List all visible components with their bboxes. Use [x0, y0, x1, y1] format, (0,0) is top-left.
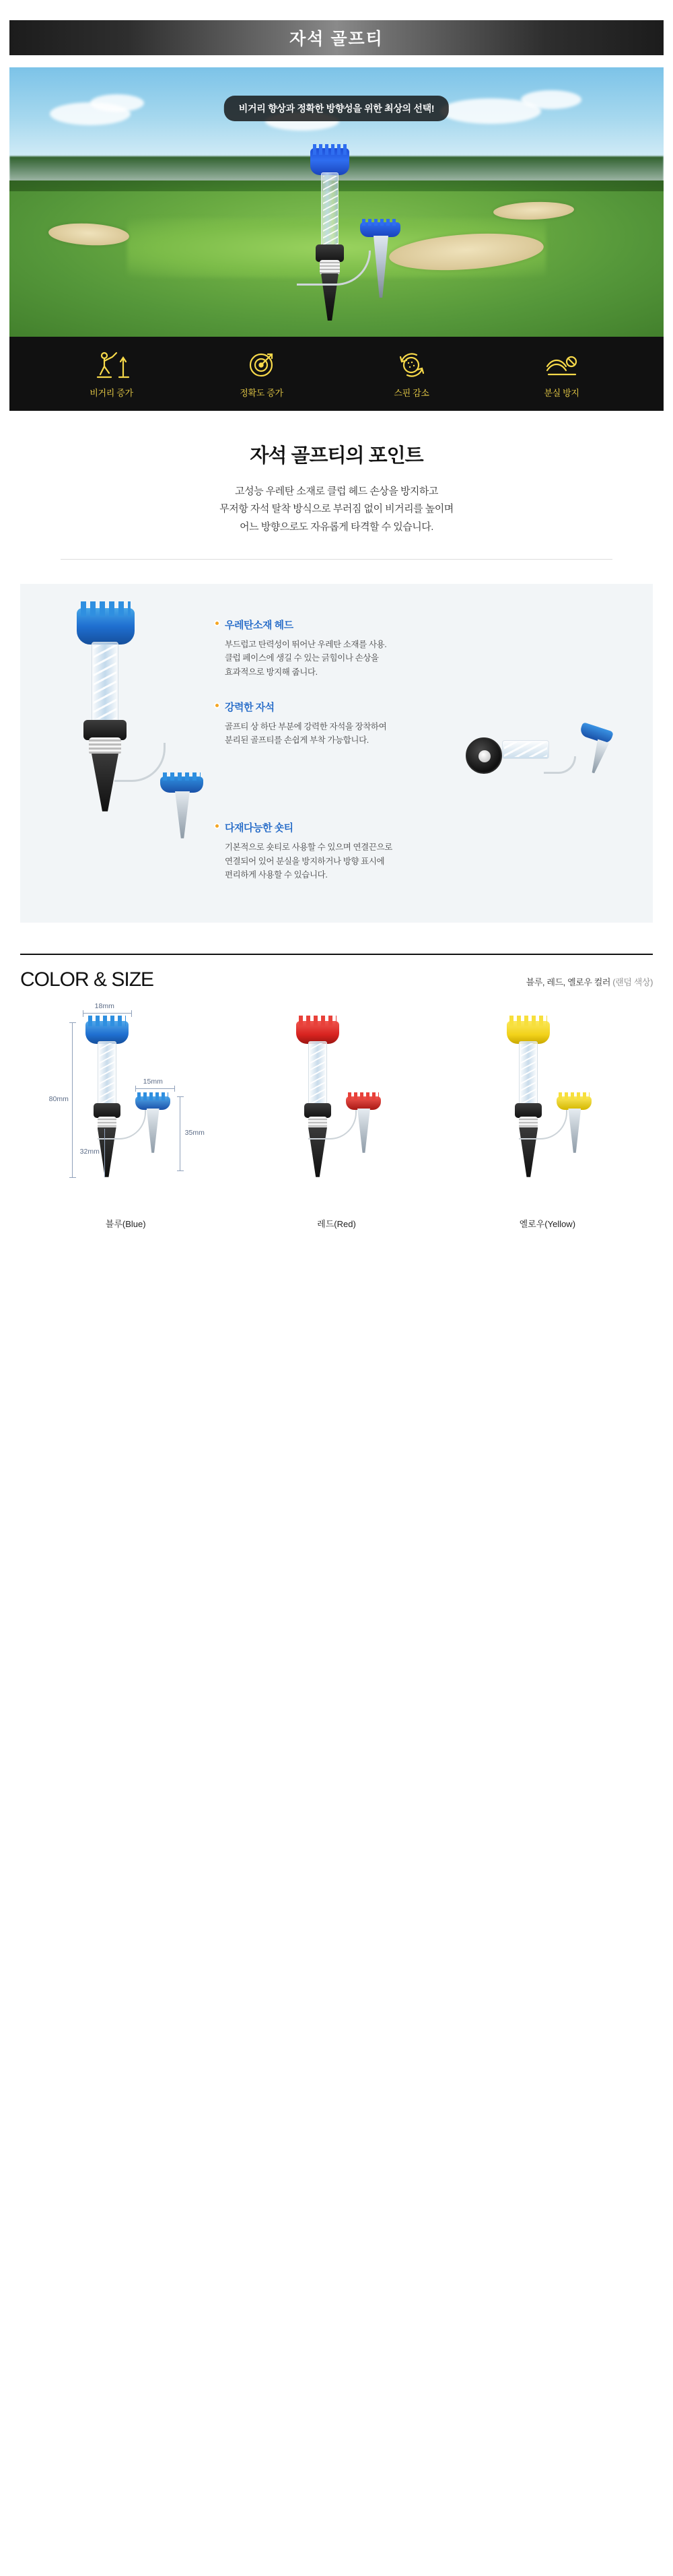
target-accuracy-icon	[211, 350, 312, 381]
color-size-title-sub: SIZE	[111, 968, 154, 991]
detail-block-0	[225, 618, 630, 680]
detail-short-tee-spike	[175, 791, 190, 838]
point-description-line-1: 무저항 자석 탈착 방식으로 부러짐 없이 비거리를 높이며	[219, 503, 454, 515]
swatch-caption: 레드(Red)	[317, 1218, 356, 1229]
feature-item-3	[511, 350, 612, 399]
hero-image	[9, 67, 664, 337]
feature-label: 비거리 증가	[90, 387, 133, 398]
closeup-shaft	[502, 740, 549, 759]
tee-shaft	[519, 1041, 538, 1106]
short-tee	[360, 222, 404, 303]
color-size-title	[20, 968, 153, 991]
detail-block-title: 강력한 자석	[225, 701, 275, 713]
tee-shaft	[98, 1041, 116, 1106]
magnetic-tee-main	[306, 148, 353, 320]
product-detail-page	[0, 0, 673, 1238]
detail-short-tee-head	[160, 777, 203, 793]
swatch-caption: 블루(Blue)	[105, 1218, 146, 1229]
detail-tee-head	[77, 608, 135, 645]
feature-item-0	[61, 350, 162, 399]
dimension-short-head-width: 15mm	[143, 1077, 163, 1086]
feature-strip	[9, 337, 664, 411]
detail-text-line: 기본적으로 숏티로 사용할 수 있으며 연결끈으로	[225, 842, 392, 852]
swatch-caption: 옐로우(Yellow)	[519, 1218, 576, 1229]
color-size-section	[0, 954, 673, 1229]
section-divider	[61, 559, 612, 560]
detail-text-line: 편리하게 사용할 수 있습니다.	[225, 870, 328, 880]
detail-text-line: 부드럽고 탄력성이 뛰어난 우레탄 소재를 사용.	[225, 639, 387, 649]
dimension-short-height: 35mm	[184, 1128, 205, 1137]
detail-text-line: 클럽 페이스에 생길 수 있는 긁힘이나 손상을	[225, 653, 379, 663]
tee-head	[507, 1021, 550, 1044]
dimension-tick	[131, 1010, 132, 1017]
dimension-head-width: 18mm	[94, 1001, 114, 1010]
short-tee-head	[346, 1096, 381, 1110]
point-description	[9, 483, 664, 536]
short-tee-spike	[374, 236, 388, 298]
tee-shaft	[308, 1041, 327, 1106]
feature-label: 스핀 감소	[394, 387, 429, 398]
detail-block-title: 다재다능한 숏티	[225, 822, 293, 834]
detail-block-2	[225, 820, 630, 882]
feature-label: 정확도 증가	[240, 387, 283, 398]
short-tee	[557, 1096, 597, 1170]
detail-block-text	[225, 638, 630, 680]
dimension-tick	[69, 1022, 76, 1023]
dimension-line	[83, 1013, 131, 1014]
short-tee-head	[360, 222, 400, 237]
dimension-tick	[174, 1086, 175, 1092]
short-tee-head	[135, 1096, 170, 1110]
feature-label: 분실 방지	[544, 387, 579, 398]
short-tee-spike	[568, 1109, 581, 1153]
tee-illustration-yellow	[487, 1021, 608, 1196]
title-section	[0, 0, 673, 55]
dimension-tick	[177, 1170, 184, 1171]
detail-tee-shaft	[92, 642, 118, 723]
point-heading: 자석 골프티의 포인트	[250, 445, 423, 467]
point-description-line-0: 고성능 우레탄 소재로 클럽 헤드 손상을 방지하고	[235, 486, 438, 497]
tee-illustration-blue	[48, 1001, 205, 1196]
magnet-disc	[466, 737, 502, 774]
color-note	[526, 975, 653, 991]
closeup-head	[579, 722, 614, 745]
dimension-line	[135, 1088, 174, 1089]
color-size-header	[20, 954, 653, 991]
hero-badge: 비거리 향상과 정확한 방향성을 위한 최상의 선택!	[224, 96, 449, 121]
tee-shaft	[321, 172, 339, 246]
full-tee	[85, 1021, 129, 1180]
color-swatch-blue	[20, 1001, 231, 1229]
short-tee	[135, 1096, 176, 1170]
detail-illustration-column	[43, 604, 218, 900]
point-description-line-2: 어느 방향으로도 자유롭게 타격할 수 있습니다.	[240, 521, 433, 533]
color-size-title-amp: &	[94, 968, 107, 991]
magnet-closeup-illustration	[463, 723, 618, 781]
dimension-total-height: 80mm	[48, 1094, 69, 1103]
point-section	[0, 411, 673, 566]
color-note-text: 블루, 레드, 옐로우 컬러	[526, 977, 613, 987]
color-swatch-row	[20, 1001, 653, 1229]
short-tee-spike	[147, 1109, 160, 1153]
dimension-tick	[69, 1177, 76, 1178]
tee-head	[310, 148, 349, 175]
no-loss-icon	[511, 350, 612, 381]
product-illustration	[259, 148, 414, 323]
closeup-spike	[588, 739, 610, 774]
full-tee	[507, 1021, 550, 1180]
cloud-shape	[521, 90, 581, 109]
detail-block-text	[225, 840, 630, 882]
page-title: 자석 골프티	[289, 30, 384, 48]
color-size-title-main: COLOR	[20, 968, 89, 991]
dimension-line	[72, 1022, 73, 1177]
tee-head	[296, 1021, 339, 1044]
closeup-cord	[544, 756, 576, 774]
detail-text-line: 분리된 골프티를 손쉽게 부착 가능합니다.	[225, 735, 369, 746]
detail-product-illustration	[52, 608, 207, 810]
tee-head	[85, 1021, 129, 1044]
detail-text-column	[225, 604, 630, 900]
cloud-shape	[90, 94, 144, 112]
detail-short-tee	[133, 777, 207, 841]
color-swatch-red	[231, 1009, 441, 1229]
color-swatch-yellow	[442, 1009, 653, 1229]
dimension-tick	[177, 1096, 184, 1097]
feature-item-1	[211, 350, 312, 399]
callout-dot-icon	[214, 620, 220, 626]
callout-dot-icon	[214, 702, 220, 708]
dimension-line	[104, 1129, 105, 1177]
dimension-tick	[135, 1086, 136, 1092]
short-tee	[346, 1096, 386, 1170]
golfer-swing-icon	[61, 350, 162, 381]
color-note-random: (랜덤 색상)	[612, 977, 653, 987]
short-tee-head	[557, 1096, 592, 1110]
detail-text-line: 효과적으로 방지해 줍니다.	[225, 667, 318, 677]
feature-item-2	[361, 350, 462, 399]
detail-block-title: 우레탄소재 헤드	[225, 619, 293, 631]
ball-spin-icon	[361, 350, 462, 381]
short-tee-spike	[357, 1109, 370, 1153]
detail-text-line: 연결되어 있어 분실을 방지하거나 방향 표시에	[225, 856, 385, 866]
detail-text-line: 골프티 상 하단 부분에 강력한 자석을 장착하여	[225, 721, 387, 731]
dimension-spike-height: 32mm	[79, 1147, 100, 1156]
detail-panel	[20, 584, 653, 923]
callout-dot-icon	[214, 823, 220, 829]
title-bar	[9, 20, 664, 55]
tee-illustration-red	[276, 1021, 397, 1196]
full-tee	[296, 1021, 339, 1180]
